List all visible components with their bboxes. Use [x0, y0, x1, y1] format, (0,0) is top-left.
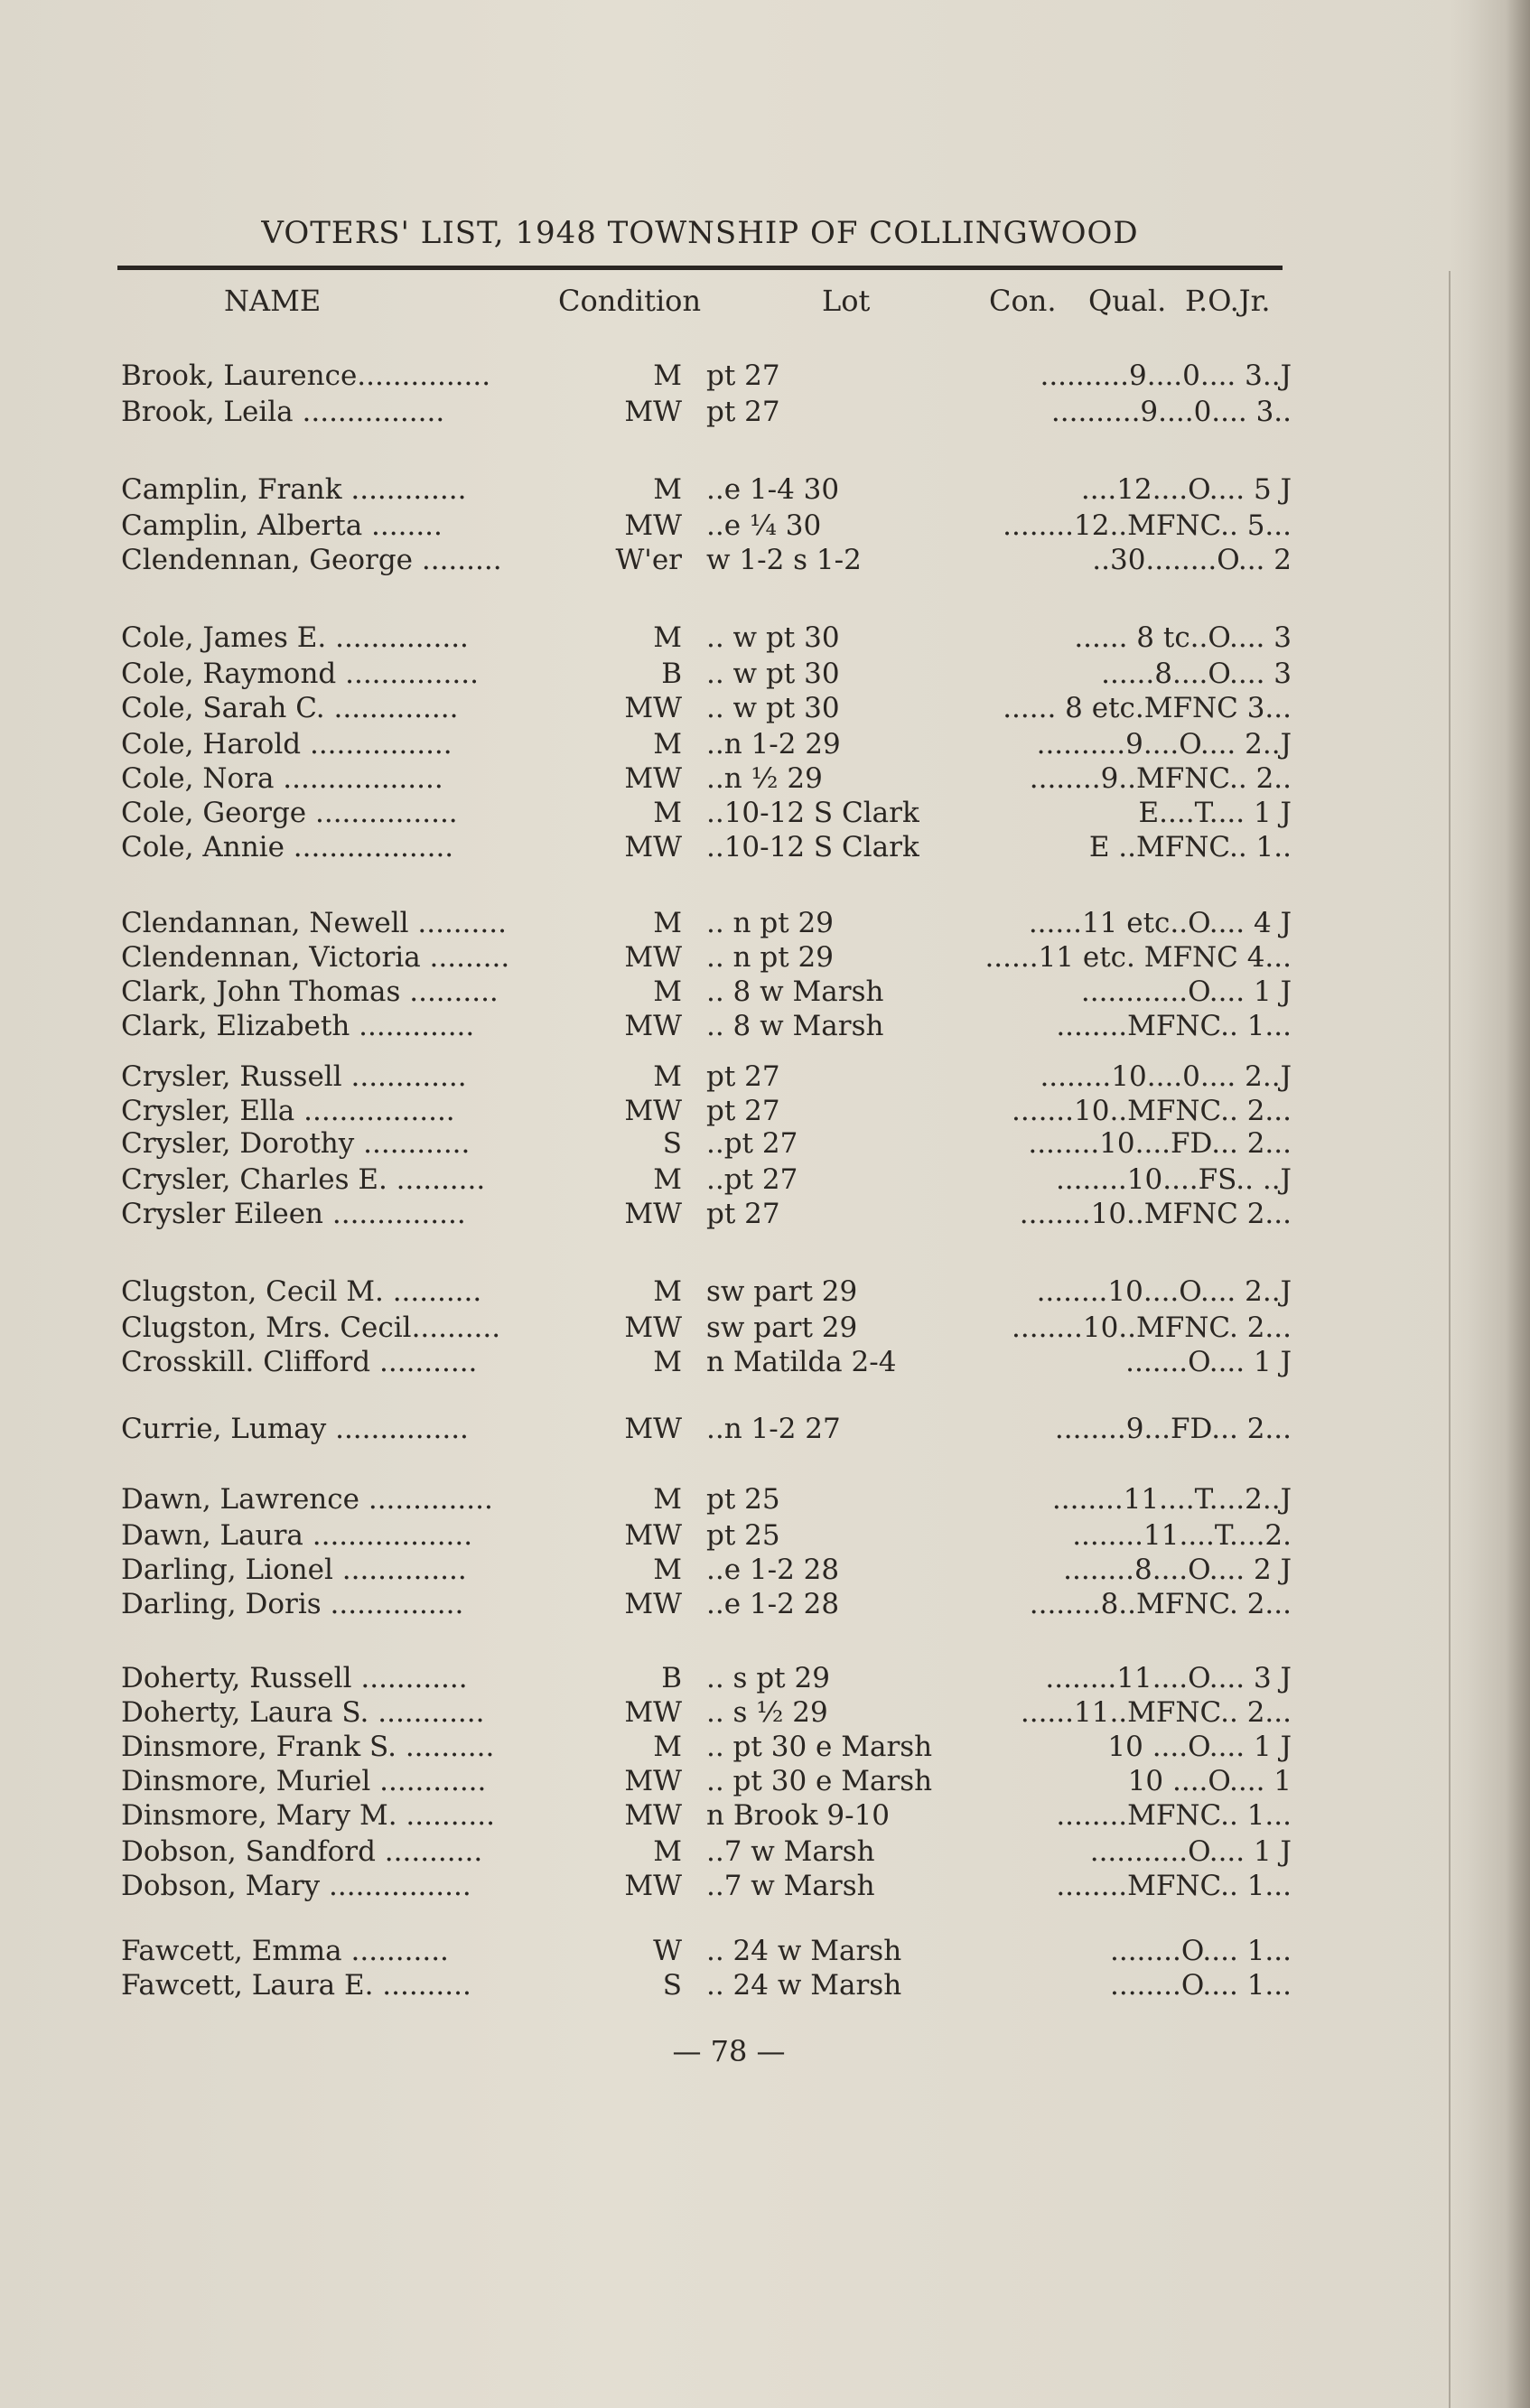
voter-condition: B [661, 658, 682, 690]
voter-name: Clendennan, George ......... [121, 544, 502, 576]
voter-condition: M [653, 1731, 682, 1763]
voter-condition: MW [624, 1870, 682, 1902]
column-header-con: Con. [989, 284, 1057, 318]
voter-con-qual-po: ........10..MFNC 2... [1019, 1198, 1292, 1230]
voter-con-qual-po: ........MFNC.. 1... [1056, 1010, 1292, 1042]
voter-con-qual-po: ............O.... 1 J [1080, 975, 1292, 1008]
voter-name: Darling, Lionel .............. [121, 1554, 467, 1586]
voter-con-qual-po: ........10..MFNC. 2... [1012, 1311, 1292, 1344]
voter-lot: n Brook 9-10 [706, 1799, 891, 1832]
voter-name: Crysler, Russell ............. [121, 1060, 467, 1093]
voter-lot: ..7 w Marsh [706, 1870, 875, 1902]
voter-name: Cole, James E. ............... [121, 621, 469, 654]
voter-con-qual-po: ..........9....0.... 3..J [1040, 359, 1292, 392]
voter-con-qual-po: ......8....O.... 3 [1101, 658, 1292, 690]
voter-name: Doherty, Russell ............ [121, 1662, 468, 1694]
voter-condition: MW [624, 509, 682, 542]
voter-lot: .. 24 w Marsh [706, 1969, 902, 2002]
voter-con-qual-po: ........11....T....2. [1072, 1519, 1292, 1552]
voter-condition: MW [624, 1765, 682, 1797]
voter-con-qual-po: ........9...FD... 2... [1054, 1413, 1292, 1445]
voter-con-qual-po: ...... 8 tc..O.... 3 [1074, 621, 1292, 654]
voter-lot: .. pt 30 e Marsh [706, 1765, 933, 1797]
voter-lot: pt 27 [706, 396, 780, 428]
voter-name: Brook, Laurence............... [121, 359, 491, 392]
column-header-name: NAME [224, 284, 322, 318]
voter-condition: M [653, 975, 682, 1008]
voter-lot: .. s pt 29 [706, 1662, 830, 1694]
voter-condition: M [653, 621, 682, 654]
voter-lot: ..n ½ 29 [706, 762, 823, 795]
voter-lot: .. w pt 30 [706, 692, 840, 724]
voter-name: Dawn, Laura .................. [121, 1519, 473, 1552]
voter-lot: ..10-12 S Clark [706, 797, 919, 829]
voter-con-qual-po: ........O.... 1... [1110, 1935, 1292, 1967]
voter-name: Cole, Raymond ............... [121, 658, 479, 690]
voter-name: Clark, John Thomas .......... [121, 975, 499, 1008]
voter-con-qual-po: ..........9....0.... 3.. [1050, 396, 1292, 428]
voter-name: Dobson, Sandford ........... [121, 1835, 483, 1868]
voter-condition: S [662, 1969, 682, 2002]
voter-lot: ..e 1-2 28 [706, 1554, 840, 1586]
voter-name: Cole, George ................ [121, 797, 458, 829]
voter-condition: MW [624, 1198, 682, 1230]
voter-con-qual-po: ........12..MFNC.. 5... [1003, 509, 1292, 542]
voter-con-qual-po: ........MFNC.. 1... [1056, 1799, 1292, 1832]
page-title: VOTERS' LIST, 1948 TOWNSHIP OF COLLINGWOOD [261, 215, 1139, 251]
voter-lot: ..pt 27 [706, 1127, 798, 1160]
voter-con-qual-po: 10 ....O.... 1 [1127, 1765, 1292, 1797]
voter-condition: W'er [615, 544, 682, 576]
voter-con-qual-po: ........O.... 1... [1110, 1969, 1292, 2002]
voter-lot: ..7 w Marsh [706, 1835, 875, 1868]
voter-lot: pt 25 [706, 1483, 780, 1516]
voter-condition: M [653, 1346, 682, 1378]
voter-lot: .. 8 w Marsh [706, 975, 884, 1008]
voter-lot: ..10-12 S Clark [706, 831, 919, 863]
voter-lot: ..e 1-2 28 [706, 1588, 840, 1620]
voter-name: Doherty, Laura S. ............ [121, 1696, 485, 1729]
page-edge-line [1449, 271, 1451, 2408]
voter-name: Cole, Annie .................. [121, 831, 454, 863]
voter-name: Crysler Eileen ............... [121, 1198, 466, 1230]
voter-condition: M [653, 1275, 682, 1308]
voter-condition: MW [624, 1519, 682, 1552]
voter-condition: MW [624, 1588, 682, 1620]
voter-condition: MW [624, 1010, 682, 1042]
voter-name: Clendennan, Victoria ......... [121, 941, 510, 974]
voter-condition: MW [624, 1413, 682, 1445]
voter-con-qual-po: 10 ....O.... 1 J [1107, 1731, 1292, 1763]
voter-con-qual-po: ..30........O... 2 [1092, 544, 1292, 576]
voter-condition: M [653, 359, 682, 392]
voter-name: Currie, Lumay ............... [121, 1413, 469, 1445]
voter-condition: MW [624, 1799, 682, 1832]
voter-condition: M [653, 1483, 682, 1516]
voter-con-qual-po: ...........O.... 1 J [1089, 1835, 1292, 1868]
voter-name: Dinsmore, Frank S. .......... [121, 1731, 495, 1763]
voter-condition: W [653, 1935, 682, 1967]
column-header-qual: Qual. [1088, 284, 1167, 318]
column-header-po: P.O.Jr. [1185, 284, 1271, 318]
voter-lot: ..e ¼ 30 [706, 509, 822, 542]
voter-lot: w 1-2 s 1-2 [706, 544, 862, 576]
voter-condition: MW [624, 1311, 682, 1344]
voter-name: Dinsmore, Muriel ............ [121, 1765, 487, 1797]
voter-name: Crysler, Ella ................. [121, 1095, 455, 1127]
voter-name: Brook, Leila ................ [121, 396, 445, 428]
voter-con-qual-po: E ..MFNC.. 1.. [1088, 831, 1292, 863]
voter-con-qual-po: E....T.... 1 J [1138, 797, 1292, 829]
voter-name: Clugston, Cecil M. .......... [121, 1275, 482, 1308]
voter-condition: MW [624, 1696, 682, 1729]
voter-lot: sw part 29 [706, 1275, 858, 1308]
voter-condition: M [653, 1554, 682, 1586]
voter-condition: M [653, 728, 682, 761]
voter-con-qual-po: .......O.... 1 J [1125, 1346, 1292, 1378]
voter-name: Fawcett, Emma ........... [121, 1935, 449, 1967]
voter-lot: .. s ½ 29 [706, 1696, 828, 1729]
voter-lot: ..n 1-2 27 [706, 1413, 841, 1445]
voter-condition: M [653, 1163, 682, 1196]
voter-name: Dinsmore, Mary M. .......... [121, 1799, 495, 1832]
voter-name: Clendannan, Newell .......... [121, 907, 507, 939]
voter-lot: n Matilda 2-4 [706, 1346, 897, 1378]
voter-con-qual-po: ......11..MFNC.. 2... [1020, 1696, 1292, 1729]
voter-condition: MW [624, 941, 682, 974]
voter-name: Crysler, Dorothy ............ [121, 1127, 471, 1160]
voter-lot: .. n pt 29 [706, 941, 834, 974]
voter-con-qual-po: ........10....O.... 2..J [1036, 1275, 1292, 1308]
voter-condition: S [662, 1127, 682, 1160]
voter-condition: M [653, 797, 682, 829]
voter-condition: MW [624, 762, 682, 795]
voter-lot: .. pt 30 e Marsh [706, 1731, 933, 1763]
voter-condition: M [653, 907, 682, 939]
voter-condition: M [653, 1060, 682, 1093]
voter-condition: B [661, 1662, 682, 1694]
voter-lot: pt 27 [706, 1060, 780, 1093]
column-header-condition: Condition [558, 284, 702, 318]
voter-con-qual-po: ........10....FD... 2... [1028, 1127, 1292, 1160]
voter-name: Clark, Elizabeth ............. [121, 1010, 475, 1042]
voter-lot: pt 25 [706, 1519, 780, 1552]
voter-name: Camplin, Alberta ........ [121, 509, 443, 542]
voter-condition: MW [624, 831, 682, 863]
voter-name: Camplin, Frank ............. [121, 473, 467, 506]
voter-lot: .. n pt 29 [706, 907, 834, 939]
voter-lot: ..pt 27 [706, 1163, 798, 1196]
voter-con-qual-po: ........MFNC.. 1... [1056, 1870, 1292, 1902]
voter-con-qual-po: ........11....T....2..J [1051, 1483, 1292, 1516]
voter-con-qual-po: ..........9....O.... 2..J [1036, 728, 1292, 761]
voter-condition: MW [624, 1095, 682, 1127]
voter-lot: .. 8 w Marsh [706, 1010, 884, 1042]
voter-name: Crosskill. Clifford ........... [121, 1346, 478, 1378]
voter-lot: sw part 29 [706, 1311, 858, 1344]
voter-con-qual-po: ....12....O.... 5 J [1080, 473, 1292, 506]
voter-name: Dobson, Mary ................ [121, 1870, 471, 1902]
voter-lot: .. 24 w Marsh [706, 1935, 902, 1967]
page-number: — 78 — [672, 2034, 786, 2068]
voter-condition: MW [624, 396, 682, 428]
voter-con-qual-po: ........8....O.... 2 J [1063, 1554, 1292, 1586]
voter-con-qual-po: .......10..MFNC.. 2... [1012, 1095, 1292, 1127]
voter-lot: ..e 1-4 30 [706, 473, 840, 506]
voter-name: Dawn, Lawrence .............. [121, 1483, 493, 1516]
voter-con-qual-po: ........9..MFNC.. 2.. [1029, 762, 1292, 795]
header-rule [117, 266, 1283, 270]
voter-name: Cole, Sarah C. .............. [121, 692, 459, 724]
column-header-lot: Lot [822, 284, 871, 318]
voter-lot: .. w pt 30 [706, 621, 840, 654]
voter-lot: pt 27 [706, 359, 780, 392]
voter-lot: ..n 1-2 29 [706, 728, 841, 761]
voter-name: Fawcett, Laura E. .......... [121, 1969, 471, 2002]
voter-con-qual-po: ........8..MFNC. 2... [1029, 1588, 1292, 1620]
voter-name: Cole, Nora .................. [121, 762, 443, 795]
voter-name: Cole, Harold ................ [121, 728, 452, 761]
voter-con-qual-po: ......11 etc..O.... 4 J [1028, 907, 1292, 939]
voter-name: Crysler, Charles E. .......... [121, 1163, 486, 1196]
voter-con-qual-po: ........11....O.... 3 J [1045, 1662, 1292, 1694]
voter-lot: .. w pt 30 [706, 658, 840, 690]
voter-con-qual-po: ........10....FS.. ..J [1055, 1163, 1292, 1196]
voter-name: Clugston, Mrs. Cecil.......... [121, 1311, 501, 1344]
voter-name: Darling, Doris ............... [121, 1588, 464, 1620]
voter-con-qual-po: ......11 etc. MFNC 4... [984, 941, 1292, 974]
voter-condition: MW [624, 692, 682, 724]
voter-con-qual-po: ........10....0.... 2..J [1040, 1060, 1292, 1093]
voter-con-qual-po: ...... 8 etc.MFNC 3... [1003, 692, 1292, 724]
voter-lot: pt 27 [706, 1095, 780, 1127]
voter-condition: M [653, 473, 682, 506]
voter-condition: M [653, 1835, 682, 1868]
voter-lot: pt 27 [706, 1198, 780, 1230]
